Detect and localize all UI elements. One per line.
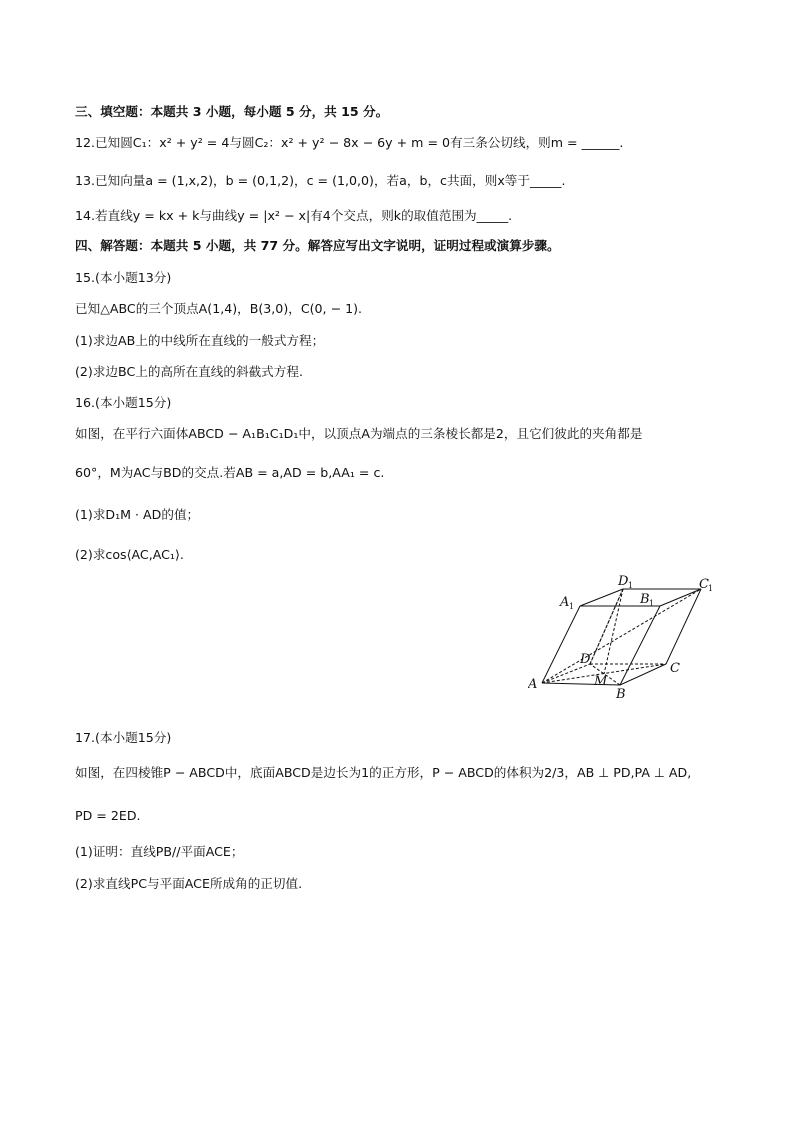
label-C1-sub: 1 [708,584,714,593]
label-D: D [580,652,591,667]
question-17-part-2: (2)求直线PC与平面ACE所成角的正切值. [75,876,303,891]
label-B: B [616,687,626,702]
section-4-heading: 四、解答题：本题共 5 小题，共 77 分。解答应写出文字说明，证明过程或演算步骤。 [75,238,560,253]
label-A1: A [560,595,570,610]
question-14: 14.若直线y = kx + k与曲线y = |x² − x|有4个交点，则k的取值范围为_____. [75,208,513,223]
label-D1-sub: 1 [628,581,634,590]
section-3-heading: 三、填空题：本题共 3 小题，每小题 5 分，共 15 分。 [75,104,389,119]
label-C1: C [699,577,709,592]
question-16-part-2: (2)求cos⟨AC,AC₁⟩. [75,547,184,562]
question-16-stem-line-1: 如图，在平行六面体ABCD − A₁B₁C₁D₁中，以顶点A为端点的三条棱长都是2，且它们彼此的夹角都是 [75,426,643,441]
question-15-part-1: (1)求边AB上的中线所在直线的一般式方程； [75,333,325,348]
question-17-header: 17.(本小题15分) [75,730,172,745]
label-A1-sub: 1 [569,602,575,611]
question-17-stem-line-2: PD = 2ED. [75,808,141,823]
label-A: A [528,677,538,692]
label-B1-sub: 1 [649,599,655,608]
question-17-stem-line-1: 如图，在四棱锥P − ABCD中，底面ABCD是边长为1的正方形，P − ABCD的体积为2/3，AB ⊥ PD,PA ⊥ AD, [75,765,692,780]
question-12: 12.已知圆C₁：x² + y² = 4与圆C₂：x² + y² − 8x − 6y + m = 0有三条公切线，则m = ______. [75,135,624,150]
question-15-header: 15.(本小题13分) [75,270,172,285]
label-B1: B [640,592,650,607]
label-C: C [670,661,680,676]
question-15-part-2: (2)求边BC上的高所在直线的斜截式方程. [75,364,303,379]
question-16-part-1: (1)求D₁M · AD的值； [75,507,200,522]
question-16-stem-line-2: 60°，M为AC与BD的交点.若AB = a,AD = b,AA₁ = c. [75,465,385,480]
question-17-part-1: (1)证明：直线PB//平面ACE； [75,844,244,859]
label-D1: D [618,574,629,589]
question-13: 13.已知向量a = (1,x,2)，b = (0,1,2)，c = (1,0,0)，若a，b，c共面，则x等于_____. [75,173,566,188]
question-15-stem: 已知△ABC的三个顶点A(1,4)，B(3,0)，C(0, − 1). [75,301,363,316]
parallelepiped-figure [528,568,728,703]
question-16-header: 16.(本小题15分) [75,395,172,410]
label-M: M [594,674,608,689]
